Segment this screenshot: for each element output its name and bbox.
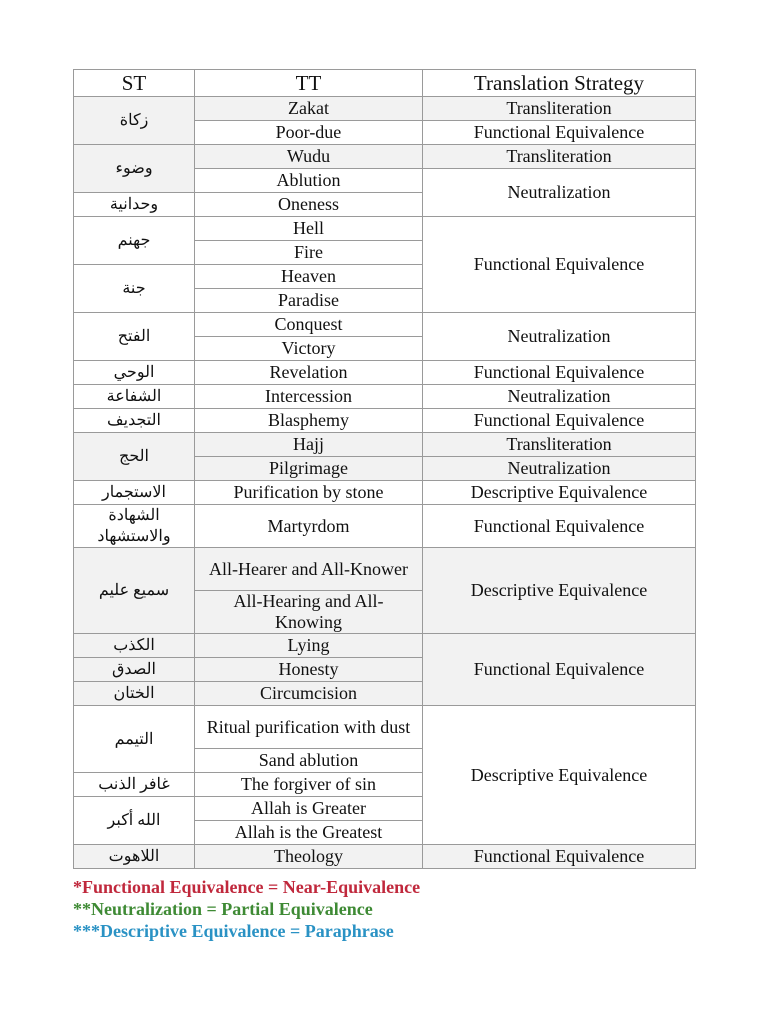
tt-cell: Hell: [195, 217, 423, 241]
st-cell: التجديف: [74, 409, 195, 433]
header-st: ST: [74, 70, 195, 97]
note-functional-equivalence: *Functional Equivalence = Near-Equivalence: [73, 877, 421, 897]
tt-cell: Fire: [195, 241, 423, 265]
st-cell: الحج: [74, 433, 195, 481]
st-cell: وحدانية: [74, 193, 195, 217]
header-tt: TT: [195, 70, 423, 97]
st-cell: الاستجمار: [74, 481, 195, 505]
st-cell: الشفاعة: [74, 385, 195, 409]
strategy-cell: Transliteration: [423, 97, 696, 121]
tt-cell: Paradise: [195, 289, 423, 313]
strategy-cell: Functional Equivalence: [423, 409, 696, 433]
strategy-cell: Descriptive Equivalence: [423, 706, 696, 845]
tt-cell: Pilgrimage: [195, 457, 423, 481]
tt-cell: Ablution: [195, 169, 423, 193]
strategy-cell: Transliteration: [423, 145, 696, 169]
tt-cell: Martyrdom: [195, 505, 423, 548]
note-descriptive-equivalence: ***Descriptive Equivalence = Paraphrase: [73, 921, 394, 941]
st-cell: الشهادة والاستشهاد: [74, 505, 195, 548]
st-cell: زكاة: [74, 97, 195, 145]
table-row: [74, 505, 696, 548]
tt-cell: All-Hearing and All-Knowing: [195, 591, 423, 634]
tt-cell: Sand ablution: [195, 749, 423, 773]
strategy-cell: Functional Equivalence: [423, 634, 696, 706]
tt-cell: Oneness: [195, 193, 423, 217]
table-row: [74, 313, 696, 337]
st-cell: جنة: [74, 265, 195, 313]
strategy-cell: Functional Equivalence: [423, 217, 696, 313]
tt-cell: Ritual purification with dust: [195, 706, 423, 749]
strategy-cell: Functional Equivalence: [423, 361, 696, 385]
tt-cell: Victory: [195, 337, 423, 361]
st-cell: سميع عليم: [74, 548, 195, 634]
tt-cell: Revelation: [195, 361, 423, 385]
st-cell: الختان: [74, 682, 195, 706]
strategy-cell: Neutralization: [423, 313, 696, 361]
table-row: [74, 481, 696, 505]
strategy-cell: Transliteration: [423, 433, 696, 457]
table-row: [74, 845, 696, 869]
st-cell: الفتح: [74, 313, 195, 361]
st-cell: الكذب: [74, 634, 195, 658]
table-header-row: [74, 70, 696, 97]
strategy-cell: Neutralization: [423, 385, 696, 409]
tt-cell: Blasphemy: [195, 409, 423, 433]
strategy-cell: Neutralization: [423, 457, 696, 481]
strategy-cell: Functional Equivalence: [423, 505, 696, 548]
st-cell: الوحي: [74, 361, 195, 385]
st-cell: الصدق: [74, 658, 195, 682]
table-row: [74, 385, 696, 409]
st-cell: جهنم: [74, 217, 195, 265]
translation-strategy-table: [73, 69, 696, 869]
table-row: [74, 706, 696, 749]
tt-cell: The forgiver of sin: [195, 773, 423, 797]
table-row: [74, 361, 696, 385]
tt-cell: Zakat: [195, 97, 423, 121]
tt-cell: Purification by stone: [195, 481, 423, 505]
strategy-cell: Neutralization: [423, 169, 696, 217]
strategy-cell: Descriptive Equivalence: [423, 481, 696, 505]
st-cell: التيمم: [74, 706, 195, 773]
tt-cell: Allah is Greater: [195, 797, 423, 821]
table-row: [74, 409, 696, 433]
tt-cell: All-Hearer and All-Knower: [195, 548, 423, 591]
header-strategy: Translation Strategy: [423, 70, 696, 97]
strategy-cell: Functional Equivalence: [423, 121, 696, 145]
tt-cell: Lying: [195, 634, 423, 658]
table-row: [74, 433, 696, 457]
tt-cell: Theology: [195, 845, 423, 869]
tt-cell: Intercession: [195, 385, 423, 409]
table-row: [74, 217, 696, 241]
st-cell: الله أكبر: [74, 797, 195, 845]
tt-cell: Honesty: [195, 658, 423, 682]
tt-cell: Wudu: [195, 145, 423, 169]
table-row: [74, 145, 696, 169]
st-cell: غافر الذنب: [74, 773, 195, 797]
tt-cell: Heaven: [195, 265, 423, 289]
table-row: [74, 634, 696, 658]
table-row: [74, 97, 696, 121]
tt-cell: Conquest: [195, 313, 423, 337]
strategy-cell: Functional Equivalence: [423, 845, 696, 869]
table-row: [74, 548, 696, 591]
tt-cell: Circumcision: [195, 682, 423, 706]
legend-notes: [73, 876, 420, 942]
note-neutralization: **Neutralization = Partial Equivalence: [73, 899, 373, 919]
st-cell: وضوء: [74, 145, 195, 193]
tt-cell: Poor-due: [195, 121, 423, 145]
tt-cell: Allah is the Greatest: [195, 821, 423, 845]
st-cell: اللاهوت: [74, 845, 195, 869]
tt-cell: Hajj: [195, 433, 423, 457]
strategy-cell: Descriptive Equivalence: [423, 548, 696, 634]
